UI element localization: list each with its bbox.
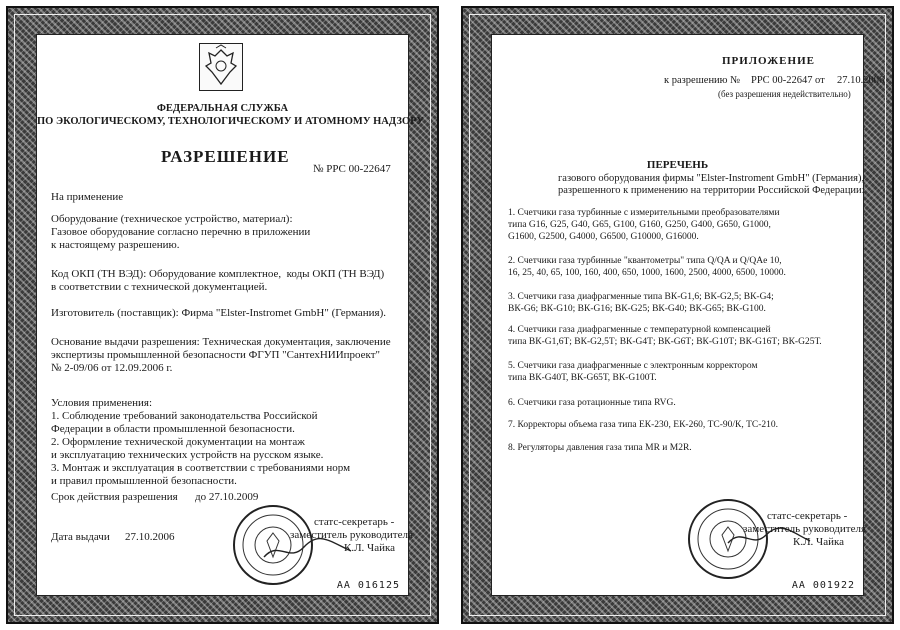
conditions-line: 3. Монтаж и эксплуатация в соответствии с требованиями норм [51,462,351,474]
ref-date: 27.10.2006 [837,75,885,86]
signer-title-2: заместитель руководителя [743,523,867,535]
conditions-line: 2. Оформление технической документации на монтаж [51,436,305,448]
permit-page [0,0,445,630]
list-item-line: 5. Счетчики газа диафрагменные с электронным корректором [508,361,758,371]
ref-number: PPC 00-22647 [751,75,813,86]
signer-name: К.Л. Чайка [344,542,396,554]
list-item-line: типа G16, G25, G40, G65, G100, G160, G250, G400, G650, G1000, [508,220,771,230]
equipment-line: Газовое оборудование согласно перечню в приложении [51,226,311,238]
ref-note: (без разрешения недействительно) [718,89,851,99]
serial-number: АА 001922 [791,580,855,591]
serial-number: АА 016125 [336,580,400,591]
list-item-line: 1. Счетчики газа турбинные с измерительными преобразователями [508,208,780,218]
agency-line-1: ФЕДЕРАЛЬНАЯ СЛУЖБА [156,103,289,114]
conditions-line: Условия применения: [51,397,153,409]
basis-line: экспертизы промышленной безопасности ФГУП "СантехНИИпроект" [51,349,381,361]
conditions-line: Федерации в области промышленной безопасности. [51,423,295,435]
list-item-line: 4. Счетчики газа диафрагменные с температурной компенсацией [508,325,771,335]
list-item-line: G1600, G2500, G4000, G6500, G10000, G16000. [508,232,699,242]
document-title: РАЗРЕШЕНИЕ [161,147,290,166]
ref-label: к разрешению № [664,75,741,86]
basis-line: Основание выдачи разрешения: Техническая документация, заключение [51,336,391,348]
conditions-line: и правил промышленной безопасности. [51,475,237,487]
validity-date: до 27.10.2009 [195,491,259,503]
okp-line: Код ОКП (ТН ВЭД): Оборудование комплектное, коды ОКП (ТН ВЭД) [51,268,385,280]
list-item-line: ВК-G6; ВК-G10; ВК-G16; ВК-G25; ВК-G40; ВК-G65; ВК-G100. [508,304,766,314]
agency-line-2: ПО ЭКОЛОГИЧЕСКОМУ, ТЕХНОЛОГИЧЕСКОМУ И АТОМНОМУ НАДЗОРУ [37,116,424,127]
coat-of-arms-emblem [199,43,243,91]
permit-number: № PPC 00-22647 [313,163,391,175]
manufacturer: Изготовитель (поставщик): Фирма "Elster-Instromet GmbH" (Германия). [51,307,386,319]
appendix-paper [491,34,885,596]
list-item-line: 2. Счетчики газа турбинные "квантометры" типа Q/QA и Q/QAe 10, [508,256,782,266]
list-item-line: типа ВК-G40Т, ВК-G65Т, ВК-G100Т. [508,373,657,383]
ref-date-label: от [815,75,825,86]
permit-paper [36,34,424,596]
conditions-line: и эксплуатацию технических устройств на русском языке. [51,449,324,461]
signer-title-1: статс-секретарь - [314,516,395,528]
equipment-line: к настоящему разрешению. [51,239,180,251]
list-item-line: 3. Счетчики газа диафрагменные типа ВК-G1,6; ВК-G2,5; ВК-G4; [508,292,774,302]
basis-line: № 2-09/06 от 12.09.2006 г. [51,362,173,374]
validity-label: Срок действия разрешения [51,491,178,503]
list-subtitle: газового оборудования фирмы "Elster-Instroment GmbH" (Германия), [558,173,865,184]
conditions-line: 1. Соблюдение требований законодательства Российской [51,410,318,422]
issue-label: Дата выдачи [51,531,110,543]
list-item-line: типа ВК-G1,6Т; ВК-G2,5Т; ВК-G4Т; ВК-G6Т; ВК-G10Т; ВК-G16Т; ВК-G25Т. [508,337,822,347]
list-subtitle: разрешенного к применению на территории Российской Федерации: [558,185,865,196]
list-item-line: 7. Корректоры объема газа типа ЕК-230, ЕК-260, ТС-90/К, ТС-210. [508,420,779,430]
list-item-line: 16, 25, 40, 65, 100, 160, 400, 650, 1000, 1600, 2500, 4000, 6500, 10000. [508,268,786,278]
list-item-line: 8. Регуляторы давления газа типа MR и M2R. [508,443,692,453]
application-label: На применение [51,191,124,203]
signer-title-1: статс-секретарь - [767,510,848,522]
list-item-line: 6. Счетчики газа ротационные типа RVG. [508,398,676,408]
okp-line: в соответствии с технической документацией. [51,281,268,293]
issue-date: 27.10.2006 [125,531,175,543]
signer-name: К.Л. Чайка [793,536,845,548]
equipment-line: Оборудование (техническое устройство, материал): [51,213,293,225]
appendix-header: ПРИЛОЖЕНИЕ [722,55,815,67]
signer-title-2: заместитель руководителя [290,529,414,541]
appendix-page [455,0,900,630]
list-title: ПЕРЕЧЕНЬ [646,159,709,171]
